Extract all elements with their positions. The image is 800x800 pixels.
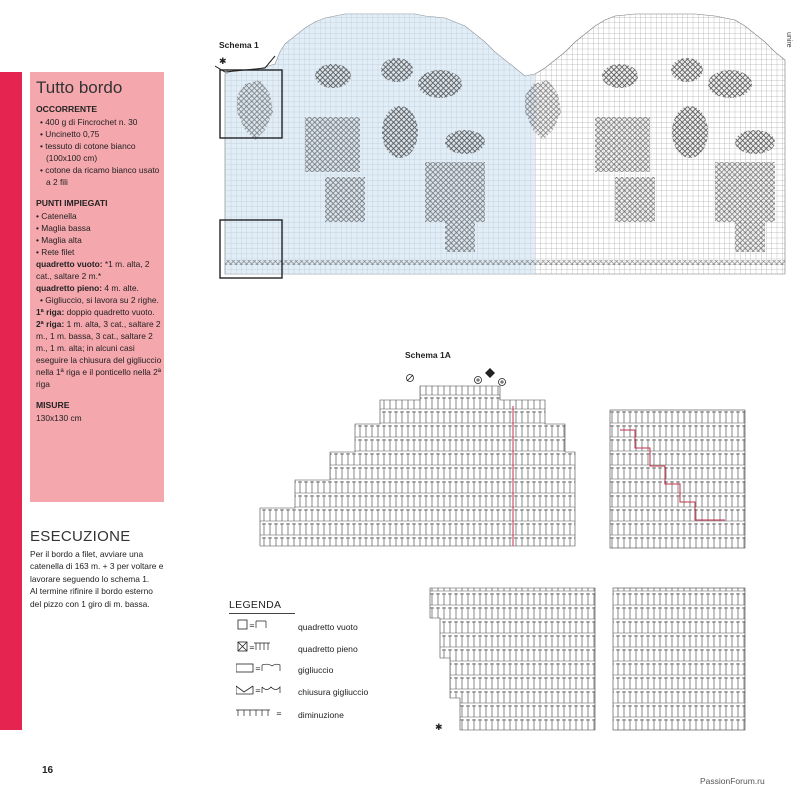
legenda-divider [229, 613, 295, 614]
materials-panel [30, 72, 164, 502]
punti-item: • Catenella [36, 211, 77, 221]
schema1a-corner-top [610, 410, 745, 548]
punti-item: • Maglia alta [36, 235, 82, 245]
svg-text:=: = [249, 622, 255, 630]
legend-item-gigliuccio: gigliuccio [298, 665, 334, 675]
occorrente-heading: OCCORRENTE [36, 104, 98, 114]
svg-text:=: = [249, 644, 255, 652]
page-number: 16 [42, 765, 54, 776]
punti-heading: PUNTI IMPIEGATI [36, 198, 108, 208]
legend-item-quadretto-vuoto: quadretto vuoto [298, 622, 358, 632]
schema1-label: Schema 1 [219, 40, 259, 50]
esecuzione-title: ESECUZIONE [30, 528, 131, 545]
svg-text:✱: ✱ [219, 57, 227, 67]
legend-item-diminuzione: diminuzione [298, 710, 344, 720]
diminuzione-icon [236, 710, 282, 718]
empty-square-icon [238, 620, 266, 630]
schema1a-label: Schema 1A [405, 350, 451, 360]
gigliuccio-def: • Gigliuccio, si lavora su 2 righe. [40, 295, 159, 305]
occorrente-item: • 400 g di Fincrochet n. 30 [40, 117, 138, 127]
misure-heading: MISURE [36, 400, 70, 410]
gigliuccio-icon [236, 664, 280, 673]
unire-label: unire [785, 32, 792, 48]
quadretto-vuoto-def: quadretto vuoto: *1 m. alta, 2 cat., saltare 2 m.* [36, 259, 150, 281]
panel-title: Tutto bordo [36, 78, 123, 97]
esecuzione-text: Per il bordo a filet, avviare una catenella di 163 m. + 3 per voltare e lavorare seguendo lo schema 1. Al termine rifinire il bordo esterno del pizzo con 1 giro di m. bassa. [30, 549, 164, 609]
punti-item: • Rete filet [36, 247, 75, 257]
legend-item-quadretto-pieno: quadretto pieno [298, 644, 358, 654]
schema1a-pyramid [260, 386, 575, 546]
quadretto-pieno-def: quadretto pieno: 4 m. alte. [36, 283, 139, 293]
legend-item-chiusura-gigliuccio: chiusura gigliuccio [298, 687, 369, 697]
chiusura-gigliuccio-icon [236, 686, 280, 695]
schema1-chart [215, 12, 787, 288]
schema1a-corner-bottom-right [613, 588, 745, 730]
legenda-title: LEGENDA [229, 599, 282, 611]
occorrente-item: • Uncinetto 0,75 [40, 129, 100, 139]
filled-square-icon [238, 642, 270, 652]
schema1a-corner-bottom-left [430, 588, 595, 733]
punti-item: • Maglia bassa [36, 223, 91, 233]
legenda-symbols [236, 618, 296, 728]
svg-text:=: = [276, 710, 282, 718]
occorrente-item: • tessuto di cotone bianco (100x100 cm) [40, 141, 136, 163]
occorrente-item: • cotone da ricamo bianco usato a 2 fili [40, 165, 160, 187]
accent-bar [0, 72, 22, 730]
watermark: PassionForum.ru [700, 776, 765, 786]
riga1-def: 1ª riga: doppio quadretto vuoto. [36, 307, 155, 317]
svg-text:=: = [255, 687, 261, 695]
svg-text:=: = [255, 665, 261, 673]
misure-value: 130x130 cm [36, 413, 82, 423]
svg-text:✱: ✱ [435, 723, 443, 733]
schema1-blue-section [225, 14, 535, 274]
schema1a-markers [407, 368, 506, 386]
riga2-def: 2ª riga: 1 m. alta, 3 cat., saltare 2 m., 1 m. bassa, 3 cat., saltare 2 m., 1 m. alta; in alcuni casi eseguire la chiusura del gigliuccio nella 1ª riga e il ponticello nella 2ª riga [36, 319, 162, 389]
